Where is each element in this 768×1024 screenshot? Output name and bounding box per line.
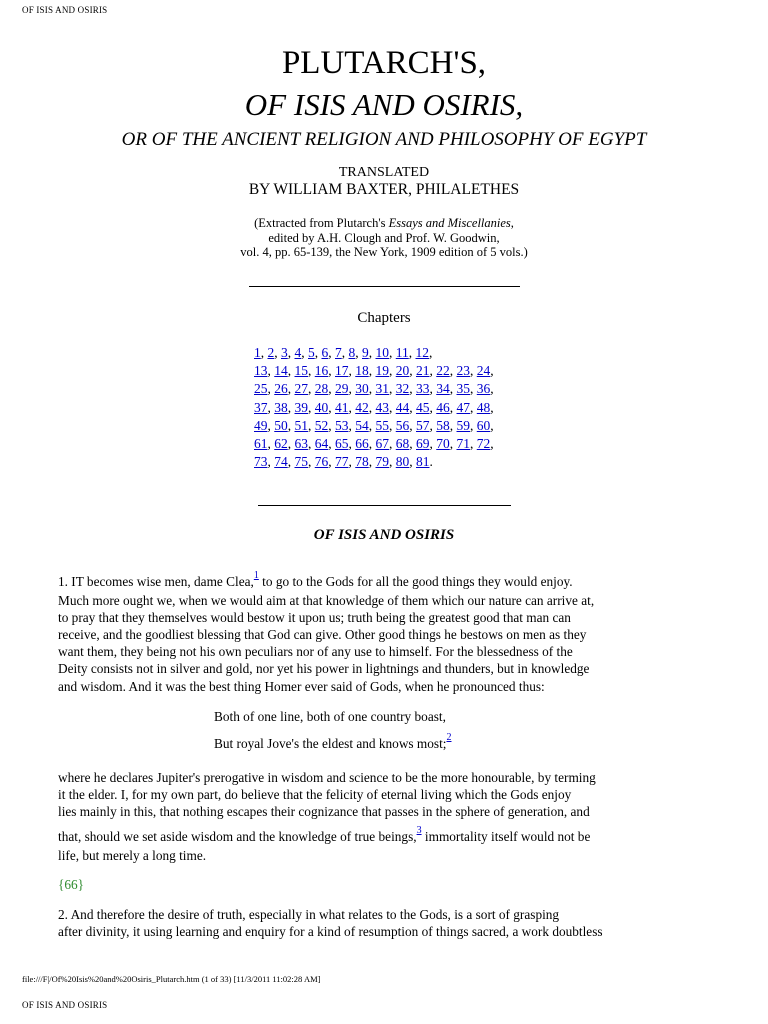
chapter-link-71[interactable]: 71 — [456, 436, 470, 452]
footnote-link-3[interactable]: 3 — [416, 825, 422, 836]
chapter-link-22[interactable]: 22 — [436, 363, 450, 379]
chapter-index — [254, 344, 514, 471]
chapter-link-26[interactable]: 26 — [274, 381, 288, 397]
chapter-link-57[interactable]: 57 — [416, 417, 430, 433]
chapter-separator: , — [274, 345, 281, 360]
chapter-separator: , — [267, 417, 275, 433]
chapter-link-50[interactable]: 50 — [274, 417, 288, 433]
source-note-line3: vol. 4, pp. 65-139, the New York, 1909 edition of 5 vols.) — [240, 245, 528, 259]
chapter-separator: , — [429, 399, 437, 415]
chapter-separator: , — [328, 454, 335, 470]
chapter-separator: , — [260, 345, 268, 360]
chapter-link-62[interactable]: 62 — [274, 436, 288, 452]
chapter-separator: , — [328, 363, 335, 379]
chapter-separator: , — [409, 436, 416, 452]
chapter-link-30[interactable]: 30 — [355, 381, 369, 397]
paragraph-line: life, but merely a long time. — [58, 848, 207, 864]
chapter-link-40[interactable]: 40 — [314, 399, 329, 415]
chapter-separator: , — [267, 436, 275, 452]
chapter-separator: , — [267, 454, 275, 470]
chapter-link-36[interactable]: 36 — [476, 381, 491, 397]
chapter-separator: , — [287, 363, 295, 379]
chapter-separator: , — [389, 399, 396, 415]
paragraph-line: lies mainly in this, that nothing escapes their cognizance that passes in the sphere of generation, and — [58, 804, 590, 820]
chapter-link-13[interactable]: 13 — [254, 363, 268, 379]
chapter-separator: , — [328, 399, 335, 415]
chapter-separator: , — [490, 399, 494, 415]
chapter-link-15[interactable]: 15 — [294, 363, 308, 379]
chapter-separator: , — [287, 417, 295, 433]
chapter-link-10[interactable]: 10 — [375, 345, 389, 360]
paragraph-2-cont — [58, 825, 628, 864]
chapter-separator: , — [348, 454, 356, 470]
chapter-link-20[interactable]: 20 — [395, 363, 410, 379]
chapter-separator: , — [328, 436, 335, 452]
chapter-separator: , — [368, 436, 376, 452]
divider-rule — [258, 505, 511, 506]
chapter-link-77[interactable]: 77 — [335, 454, 349, 470]
chapter-separator: , — [409, 454, 416, 470]
chapter-separator: , — [470, 363, 477, 379]
page-title-line2: OF ISIS AND OSIRIS, — [244, 87, 524, 122]
chapter-separator: , — [389, 436, 396, 452]
chapter-separator: , — [449, 381, 457, 397]
chapter-separator: , — [348, 417, 356, 433]
chapter-link-60[interactable]: 60 — [476, 417, 491, 433]
chapter-link-16[interactable]: 16 — [314, 363, 329, 379]
chapter-link-72[interactable]: 72 — [476, 436, 491, 452]
chapter-link-74[interactable]: 74 — [274, 454, 288, 470]
chapter-link-59[interactable]: 59 — [456, 417, 470, 433]
footnote-link-2[interactable]: 2 — [446, 732, 452, 743]
chapter-separator: , — [490, 381, 494, 397]
chapter-separator: , — [314, 345, 322, 360]
chapter-separator: , — [429, 345, 433, 360]
chapter-link-31[interactable]: 31 — [375, 381, 389, 397]
chapter-link-3[interactable]: 3 — [281, 345, 288, 360]
chapter-link-78[interactable]: 78 — [355, 454, 369, 470]
chapter-separator: , — [348, 399, 356, 415]
chapter-separator: , — [348, 381, 356, 397]
chapter-link-4[interactable]: 4 — [294, 345, 302, 360]
page-title-line1: PLUTARCH'S, — [281, 45, 487, 81]
page-subtitle: OR OF THE ANCIENT RELIGION AND PHILOSOPHY OF EGYPT — [121, 129, 647, 150]
paragraph-line: Deity consists not in silver and gold, nor yet his power in lightnings and thunders, but in knowledge — [58, 661, 590, 677]
chapter-link-39[interactable]: 39 — [294, 399, 308, 415]
chapter-separator: , — [429, 417, 437, 433]
chapter-link-12[interactable]: 12 — [415, 345, 429, 360]
chapter-separator: , — [449, 399, 457, 415]
chapter-link-67[interactable]: 67 — [375, 436, 389, 452]
paragraph-line: want them, they being not his own peculiars nor of any use to himself. For the blessedness of the — [58, 644, 573, 660]
chapter-link-55[interactable]: 55 — [375, 417, 389, 433]
chapter-separator: , — [328, 417, 335, 433]
chapter-separator: , — [409, 381, 416, 397]
chapter-link-58[interactable]: 58 — [436, 417, 450, 433]
chapter-separator: , — [308, 399, 315, 415]
chapter-link-19[interactable]: 19 — [375, 363, 389, 379]
chapter-separator: , — [287, 345, 295, 360]
paragraph-line: and wisdom. And it was the best thing Homer ever said of Gods, when he pronounced thus: — [58, 678, 545, 694]
chapter-separator: , — [348, 436, 356, 452]
chapter-link-54[interactable]: 54 — [355, 417, 369, 433]
source-note-line1: (Extracted from Plutarch's Essays and Miscellanies, — [254, 216, 514, 230]
chapter-link-70[interactable]: 70 — [436, 436, 450, 452]
chapter-link-9[interactable]: 9 — [362, 345, 369, 360]
chapter-separator: , — [368, 399, 376, 415]
source-note — [0, 216, 768, 260]
chapter-separator: , — [267, 363, 275, 379]
chapter-link-48[interactable]: 48 — [476, 399, 491, 415]
chapter-separator: , — [267, 399, 275, 415]
paragraph-line: after divinity, it using learning and enquiry for a kind of resumption of things sacred, a work doubtless — [58, 924, 603, 940]
chapter-link-64[interactable]: 64 — [314, 436, 329, 452]
section-title: OF ISIS AND OSIRIS — [313, 527, 455, 543]
chapter-separator: , — [287, 454, 295, 470]
source-note-line2: edited by A.H. Clough and Prof. W. Goodwin, — [268, 230, 500, 245]
paragraph-2 — [58, 769, 628, 820]
chapter-link-79[interactable]: 79 — [375, 454, 389, 470]
verse-line-1: Both of one line, both of one country boast, — [214, 709, 446, 724]
chapter-separator: , — [389, 454, 396, 470]
translator-byline: BY WILLIAM BAXTER, PHILALETHES — [248, 181, 520, 198]
translated-label: TRANSLATED — [338, 165, 430, 180]
chapter-separator: , — [490, 436, 494, 452]
chapter-link-25[interactable]: 25 — [254, 381, 268, 397]
chapter-link-63[interactable]: 63 — [294, 436, 308, 452]
chapter-link-42[interactable]: 42 — [355, 399, 369, 415]
chapter-separator: , — [470, 417, 477, 433]
chapter-link-28[interactable]: 28 — [314, 381, 329, 397]
chapter-link-7[interactable]: 7 — [335, 345, 342, 360]
verse-line-2: But royal Jove's the eldest and knows most;$^2$ — [214, 732, 452, 751]
paragraph-line: 1. IT becomes wise men, dame Clea,$^1$ to go to the Gods for all the good things they would enjoy. — [58, 570, 573, 589]
chapter-link-8[interactable]: 8 — [348, 345, 356, 360]
footnote-link-1[interactable]: 1 — [253, 570, 259, 581]
chapter-link-32[interactable]: 32 — [395, 381, 410, 397]
chapter-separator: , — [409, 399, 416, 415]
chapter-link-61[interactable]: 61 — [254, 436, 268, 452]
chapter-link-43[interactable]: 43 — [375, 399, 389, 415]
chapter-link-76[interactable]: 76 — [314, 454, 329, 470]
chapter-link-41[interactable]: 41 — [335, 399, 349, 415]
chapter-separator: , — [267, 381, 275, 397]
chapter-separator: , — [389, 417, 396, 433]
running-head-top: OF ISIS AND OSIRIS — [22, 5, 108, 15]
chapter-separator: , — [308, 454, 315, 470]
chapter-link-44[interactable]: 44 — [395, 399, 410, 415]
chapter-link-5[interactable]: 5 — [308, 345, 315, 360]
chapter-link-11[interactable]: 11 — [395, 345, 409, 360]
paragraph-line: Much more ought we, when we would aim at that knowledge of them which our nature can arrive at, — [58, 593, 595, 609]
chapter-separator: , — [308, 417, 315, 433]
chapter-separator: , — [429, 381, 437, 397]
chapter-separator: , — [328, 381, 335, 397]
chapter-separator: , — [490, 417, 494, 433]
chapter-separator: , — [389, 345, 396, 360]
chapter-separator: , — [348, 363, 356, 379]
chapter-link-65[interactable]: 65 — [335, 436, 349, 452]
chapter-separator: , — [389, 363, 396, 379]
chapter-link-38[interactable]: 38 — [274, 399, 288, 415]
chapter-separator: , — [308, 381, 315, 397]
chapter-link-14[interactable]: 14 — [274, 363, 288, 379]
chapter-link-27[interactable]: 27 — [294, 381, 308, 397]
divider-rule — [249, 286, 520, 287]
chapter-separator: , — [490, 363, 494, 379]
chapter-link-18[interactable]: 18 — [355, 363, 369, 379]
chapters-heading: Chapters — [357, 310, 411, 326]
chapter-separator: , — [355, 345, 362, 360]
chapter-link-68[interactable]: 68 — [395, 436, 410, 452]
chapter-separator: , — [449, 436, 457, 452]
paragraph-line: that, should we set aside wisdom and the knowledge of true beings,$^3$ immortality itself would not be — [58, 825, 591, 844]
footer-file-path: file:///F|/Of%20Isis%20and%20Osiris_Plutarch.htm (1 of 33) [11/3/2011 11:02:28 AM] — [22, 974, 321, 984]
chapter-separator: , — [408, 345, 416, 360]
running-head-bottom: OF ISIS AND OSIRIS — [22, 1000, 108, 1010]
chapter-link-35[interactable]: 35 — [456, 381, 470, 397]
paragraph-3 — [58, 906, 628, 940]
chapter-separator: , — [409, 363, 416, 379]
chapter-separator: , — [301, 345, 308, 360]
chapter-link-2[interactable]: 2 — [267, 345, 275, 360]
paragraph-line: receive, and the goodliest blessing that God can give. Other good things he bestows on men as they — [58, 627, 587, 643]
chapter-separator: , — [449, 363, 457, 379]
paragraph-line: it the elder. I, for my own part, do believe that the felicity of eternal living which the Gods enjoy — [58, 787, 572, 803]
chapter-separator: , — [470, 399, 477, 415]
chapter-link-69[interactable]: 69 — [416, 436, 430, 452]
paragraph-1 — [58, 570, 628, 695]
chapter-link-6[interactable]: 6 — [321, 345, 329, 360]
chapter-separator: , — [449, 417, 457, 433]
chapter-link-75[interactable]: 75 — [294, 454, 308, 470]
chapter-separator: , — [470, 436, 477, 452]
chapter-separator: , — [368, 363, 376, 379]
chapter-separator: , — [308, 363, 315, 379]
chapter-link-46[interactable]: 46 — [436, 399, 450, 415]
chapter-separator: , — [409, 417, 416, 433]
chapter-link-23[interactable]: 23 — [456, 363, 470, 379]
chapter-link-34[interactable]: 34 — [436, 381, 450, 397]
chapter-separator: , — [368, 381, 376, 397]
chapter-link-49[interactable]: 49 — [254, 417, 268, 433]
chapter-separator: , — [368, 454, 376, 470]
chapter-link-52[interactable]: 52 — [314, 417, 329, 433]
chapter-link-24[interactable]: 24 — [476, 363, 491, 379]
paragraph-line: 2. And therefore the desire of truth, especially in what relates to the Gods, is a sort of grasping — [58, 907, 560, 922]
chapter-link-21[interactable]: 21 — [416, 363, 430, 379]
chapter-separator: , — [368, 345, 376, 360]
chapter-separator: , — [470, 381, 477, 397]
paragraph-line: to pray that they themselves would bestow it upon us; truth being the greatest good that man can — [58, 610, 571, 626]
chapter-link-53[interactable]: 53 — [335, 417, 349, 433]
chapter-separator: , — [429, 363, 437, 379]
chapter-separator: . — [429, 454, 433, 470]
chapter-separator: , — [287, 436, 295, 452]
chapter-separator: , — [287, 381, 295, 397]
chapter-link-47[interactable]: 47 — [456, 399, 470, 415]
chapter-link-51[interactable]: 51 — [294, 417, 308, 433]
chapter-link-1[interactable]: 1 — [254, 345, 261, 360]
chapter-separator: , — [287, 399, 295, 415]
chapter-separator: , — [368, 417, 376, 433]
chapter-link-73[interactable]: 73 — [254, 454, 268, 470]
chapter-link-45[interactable]: 45 — [416, 399, 430, 415]
chapter-link-81[interactable]: 81 — [416, 454, 430, 470]
chapter-link-29[interactable]: 29 — [335, 381, 349, 397]
paragraph-line: where he declares Jupiter's prerogative in wisdom and science to be the more honourable, by terming — [58, 770, 596, 785]
page-number-marker: {66} — [58, 877, 85, 892]
chapter-link-56[interactable]: 56 — [395, 417, 410, 433]
chapter-link-66[interactable]: 66 — [355, 436, 369, 452]
chapter-separator: , — [389, 381, 396, 397]
chapter-separator: , — [308, 436, 315, 452]
chapter-separator: , — [341, 345, 349, 360]
chapter-link-37[interactable]: 37 — [254, 399, 268, 415]
chapter-separator: , — [429, 436, 437, 452]
chapter-separator: , — [328, 345, 335, 360]
chapter-link-33[interactable]: 33 — [416, 381, 430, 397]
chapter-link-17[interactable]: 17 — [335, 363, 349, 379]
chapter-link-80[interactable]: 80 — [395, 454, 410, 470]
